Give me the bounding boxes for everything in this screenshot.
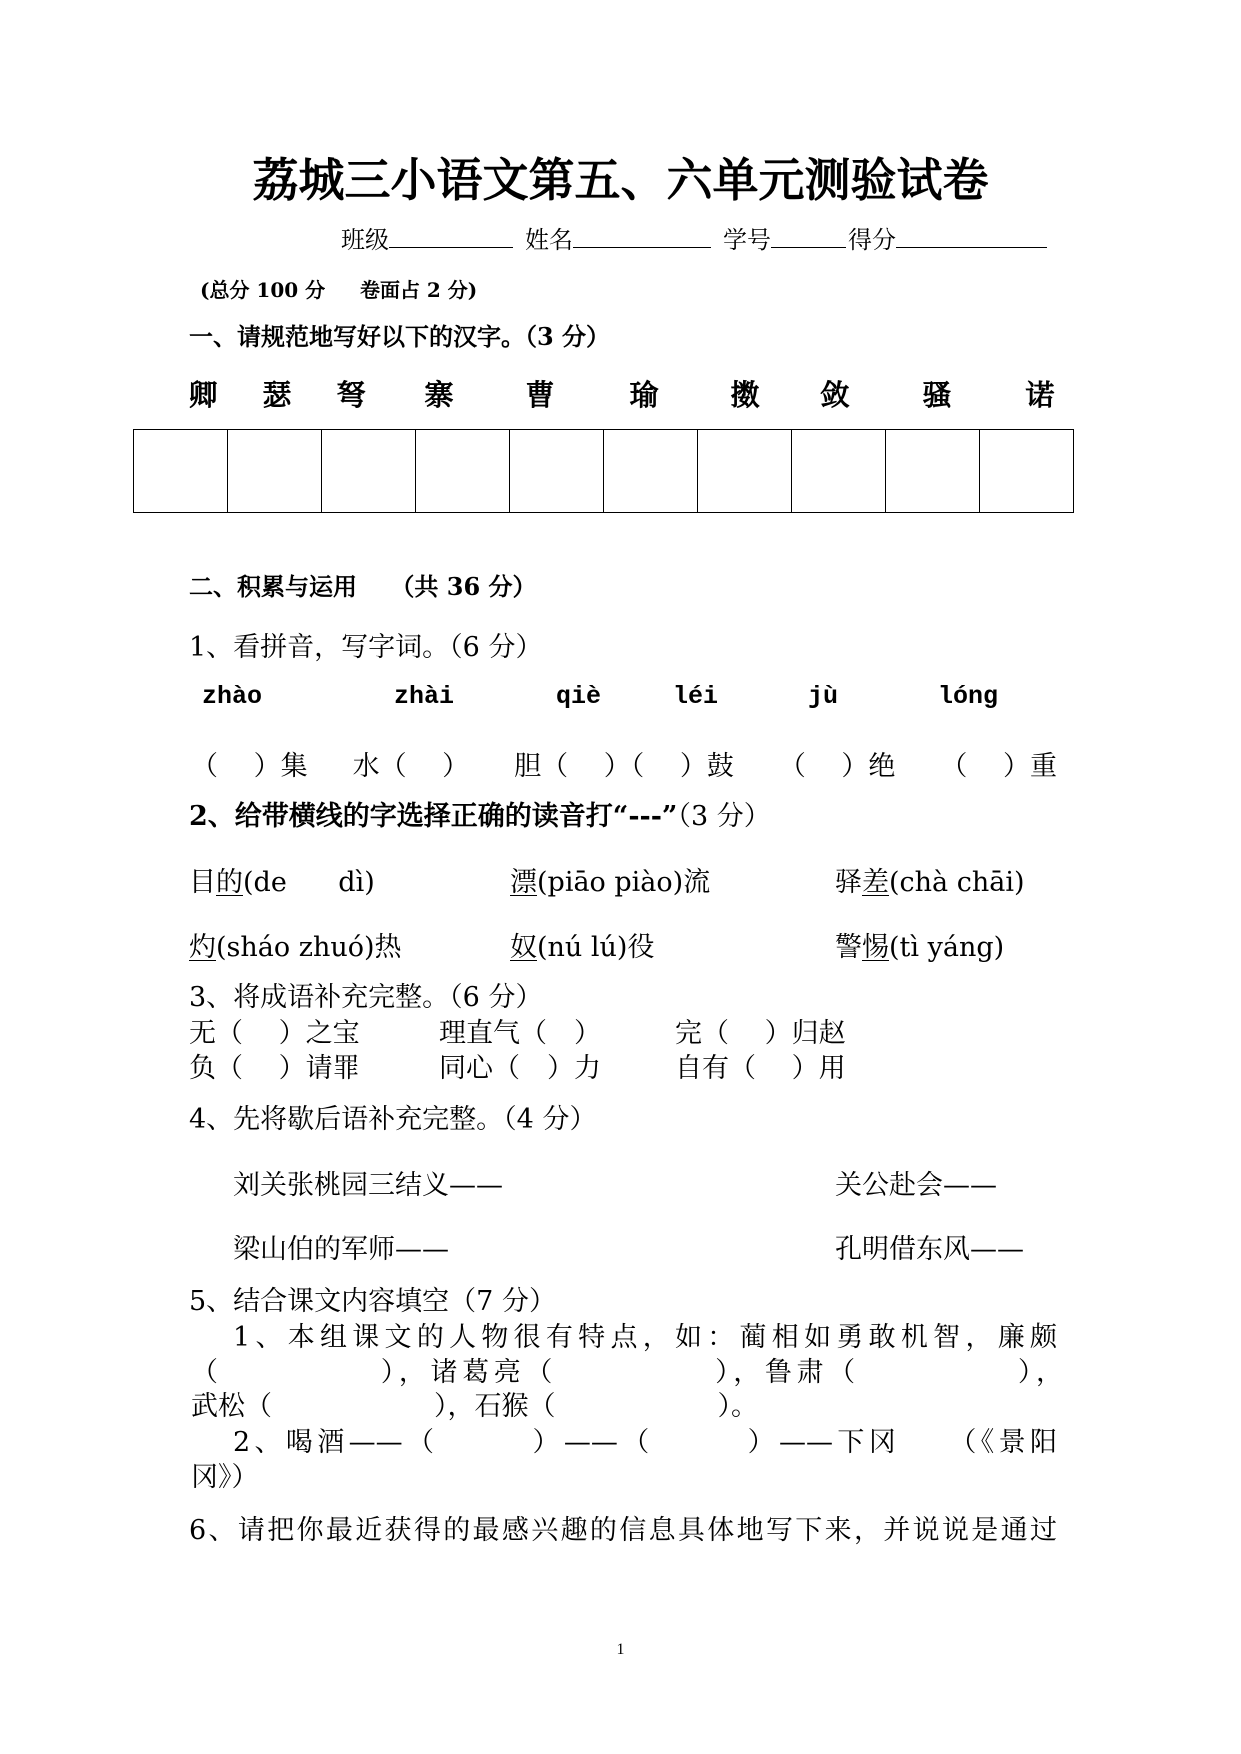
part1-heading: 一、请规范地写好以下的汉字。（3 分） [189, 322, 611, 351]
practice-character: 卿 [188, 378, 218, 412]
pinyin-item: zhào [202, 682, 263, 711]
idiom-blank: 负（ ）请罪 [189, 1053, 360, 1084]
class-label: 班级 [341, 226, 389, 254]
writing-cell [415, 430, 509, 512]
word-blank-group: （ ）重 [940, 751, 1057, 782]
word-blank-group: 胆（ ）（ ）鼓 [514, 751, 734, 782]
item-prefix: 驿 [835, 867, 862, 898]
pronunciation-item [835, 869, 1025, 896]
item-prefix: 警 [835, 932, 862, 963]
name-label: 姓名 [525, 226, 573, 254]
pinyin-item: qiè [556, 682, 602, 711]
practice-character: 诺 [1025, 378, 1055, 412]
reading-options: (piāo piào)流 [537, 867, 711, 898]
pinyin-item: lóng [938, 682, 999, 711]
score-note: (总分 100 分 卷面占 2 分) [200, 278, 478, 302]
pinyin-item: zhài [394, 682, 455, 711]
writing-cell [791, 430, 885, 512]
q5-line: 1、本组课文的人物很有特点，如：蔺相如勇敢机智，廉颇 [233, 1322, 1057, 1353]
q3-prompt: 3、将成语补充完整。（6 分） [189, 982, 543, 1013]
reading-options: (nú lú)役 [537, 932, 655, 963]
word-blank-group: （ ）绝 [778, 751, 896, 782]
q1-word-blanks [191, 753, 1057, 780]
pronunciation-item [835, 934, 1004, 961]
reading-options: (sháo zhuó)热 [216, 932, 402, 963]
reading-options: (tì yáng) [889, 932, 1005, 963]
idiom-blank: 理直气（ ） [439, 1018, 601, 1049]
practice-character: 寨 [424, 378, 454, 412]
q2-prompt [189, 803, 771, 830]
pinyin-item: léi [673, 682, 719, 711]
practice-characters-row [0, 378, 1241, 413]
q5-line: 2、喝酒——（ ）——（ ）——下冈 （《景阳 [233, 1427, 1057, 1458]
name-blank [573, 229, 711, 248]
underlined-character: 差 [862, 867, 889, 898]
underlined-character: 漂 [510, 867, 537, 898]
reading-options: (chà chāi) [889, 867, 1025, 898]
word-blank-group: （ ）集 [191, 751, 308, 782]
xiehouyu-item: 关公赴会—— [835, 1170, 997, 1201]
q6-prompt: 6、请把你最近获得的最感兴趣的信息具体地写下来，并说说是通过 [189, 1515, 1057, 1546]
idiom-blank: 无（ ）之宝 [189, 1018, 360, 1049]
q5-line: 冈》） [191, 1462, 259, 1493]
writing-cell [603, 430, 697, 512]
student-id-blank [771, 229, 846, 248]
idiom-blank: 完（ ）归赵 [675, 1018, 846, 1049]
writing-cell [979, 430, 1073, 512]
pinyin-item: jù [808, 682, 839, 711]
practice-character: 敛 [820, 378, 850, 412]
writing-cell [509, 430, 603, 512]
page-number: 1 [616, 1641, 625, 1658]
practice-character: 骚 [922, 378, 952, 412]
writing-cell [134, 430, 227, 512]
q2-prompt-text: 2、给带横线的字选择正确的读音打“---” [189, 801, 678, 832]
q2-points: （3 分） [677, 801, 771, 832]
score-label: 得分 [848, 226, 896, 254]
student-id-label: 学号 [723, 226, 771, 254]
idiom-blank: 自有（ ）用 [675, 1053, 846, 1084]
pronunciation-item [510, 934, 654, 961]
q4-prompt: 4、先将歇后语补充完整。（4 分） [189, 1104, 597, 1135]
underlined-character: 灼 [189, 932, 216, 963]
underlined-character: 奴 [510, 932, 537, 963]
exam-title: 荔城三小语文第五、六单元测验试卷 [252, 153, 989, 207]
pronunciation-item [189, 869, 375, 896]
xiehouyu-item: 刘关张桃园三结义—— [233, 1170, 503, 1201]
class-blank [389, 229, 513, 248]
practice-character: 瑟 [262, 378, 292, 412]
idiom-blank: 同心（ ）力 [439, 1053, 601, 1084]
reading-options: (de dì) [243, 867, 375, 898]
score-blank [896, 229, 1047, 248]
pronunciation-item [189, 934, 402, 961]
q5-line: 武松（ ），石猴（ ）。 [191, 1391, 758, 1422]
practice-character: 弩 [336, 378, 366, 412]
q5-line: （ ），诸葛亮（ ），鲁肃（ ）， [191, 1357, 1063, 1388]
practice-character: 擞 [730, 378, 760, 412]
writing-cell [885, 430, 979, 512]
word-blank-group: 水（ ） [352, 751, 470, 782]
underlined-character: 的 [216, 867, 243, 898]
writing-grid [133, 429, 1074, 513]
writing-cell [321, 430, 415, 512]
q5-prompt: 5、结合课文内容填空（7 分） [189, 1286, 556, 1317]
q1-prompt: 1、看拼音，写字词。（6 分） [189, 632, 543, 663]
xiehouyu-item: 梁山伯的军师—— [233, 1234, 449, 1265]
xiehouyu-item: 孔明借东风—— [835, 1234, 1024, 1265]
writing-cell [227, 430, 321, 512]
part2-heading: 二、积累与运用 （共 36 分） [189, 572, 537, 601]
writing-cell [697, 430, 791, 512]
practice-character: 瑜 [629, 378, 659, 412]
pronunciation-item [510, 869, 710, 896]
student-info-line [341, 228, 1047, 252]
item-prefix: 目 [189, 867, 216, 898]
underlined-character: 惕 [862, 932, 889, 963]
practice-character: 曹 [525, 378, 555, 412]
